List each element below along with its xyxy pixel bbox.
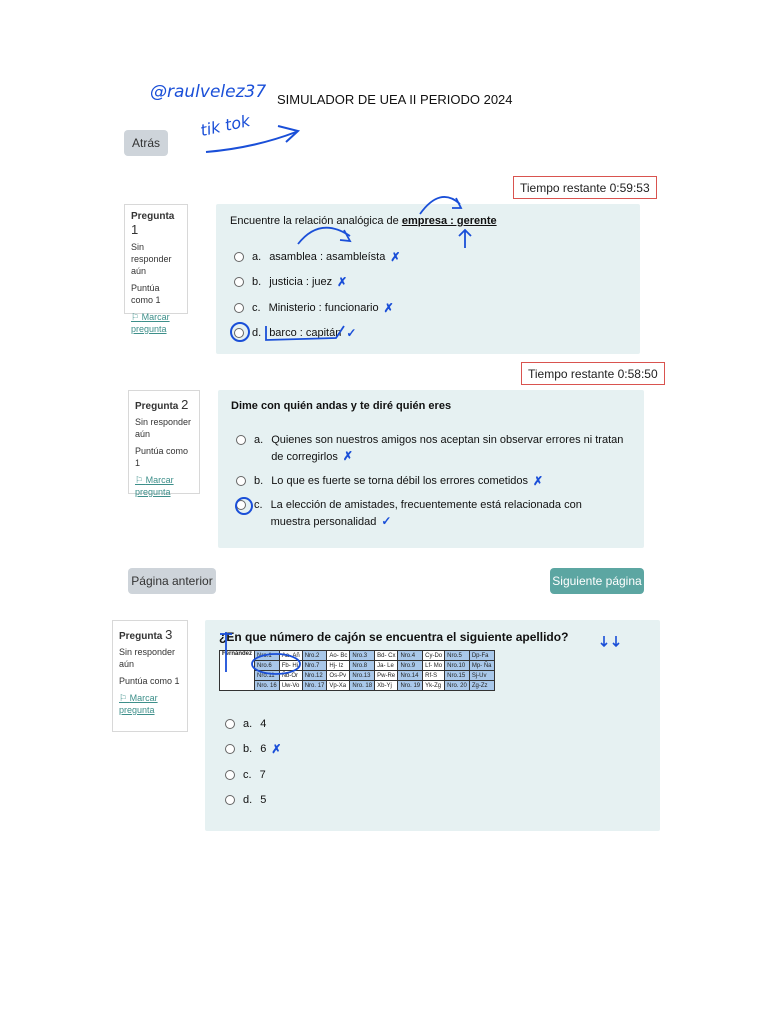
table-cell: Ñb-Or (279, 671, 302, 681)
option-q2-a[interactable]: a. Quienes son nuestros amigos nos aceptan sin observar errores ni tratan de corregirlos ✗ (236, 432, 626, 465)
question-score-q1: Puntúa como 1 (131, 283, 161, 305)
handwritten-marks-q3-icon (218, 622, 308, 682)
table-cell: Nro. 17 (302, 681, 327, 691)
table-cell: Ao- Bc (327, 651, 350, 661)
question-info-q2 (128, 390, 200, 497)
flag-icon: ⚐ (131, 312, 142, 322)
radio-q3-d[interactable] (225, 795, 235, 805)
table-cell: Nro.8 (350, 661, 375, 671)
timer-q1: Tiempo restante 0:59:53 (513, 176, 657, 199)
handwritten-handle: @raulvelez37 (150, 82, 267, 102)
wrong-mark-icon: ✗ (337, 275, 348, 289)
handwritten-circle-q2-icon (232, 494, 262, 520)
radio-q3-c[interactable] (225, 770, 235, 780)
back-button[interactable]: Atrás (124, 130, 168, 156)
table-cell: Nro.1 (255, 651, 280, 661)
next-page-button[interactable]: Siguiente página (550, 568, 644, 594)
table-cell: Nro. 20 (445, 681, 470, 691)
option-q1-c[interactable]: c. Ministerio : funcionario ✗ (234, 300, 394, 316)
question-text-q2: Dime con quién andas y te diré quién eres (231, 400, 452, 412)
table-cell: Nro. 18 (350, 681, 375, 691)
table-cell: Nro.5 (445, 651, 470, 661)
table-cell: Xb-Yj (375, 681, 398, 691)
table-cell: Nro.10 (445, 661, 470, 671)
radio-q1-b[interactable] (234, 277, 244, 287)
option-q3-c[interactable]: c. 7 (225, 767, 266, 783)
wrong-mark-icon: ✗ (342, 449, 353, 463)
question-number-q1: Pregunta 1 (131, 211, 175, 237)
table-cell: Nro.2 (302, 651, 327, 661)
table-cell: Hj- Iz (327, 661, 350, 671)
table-cell: Os-Pv (327, 671, 350, 681)
option-q1-a[interactable]: a. asamblea : asambleísta ✗ (234, 249, 400, 265)
question-info-q1 (124, 204, 188, 334)
handwritten-arrows-q1-icon (290, 186, 490, 256)
radio-q2-a[interactable] (236, 435, 246, 445)
wrong-mark-icon: ✗ (383, 301, 394, 315)
table-cell: Nro.12 (302, 671, 327, 681)
table-cell: Uw-Vo (279, 681, 302, 691)
table-cell: Nro.14 (398, 671, 423, 681)
table-cell: Lf- Mo (423, 661, 445, 671)
option-q3-d[interactable]: d. 5 (225, 792, 266, 808)
table-cell: Nro.9 (398, 661, 423, 671)
timer-q2: Tiempo restante 0:58:50 (521, 362, 665, 385)
check-mark-icon: ✓ (346, 326, 357, 340)
flag-icon: ⚐ (135, 475, 146, 485)
table-cell: Cy-Do (423, 651, 445, 661)
question-status-q1: Sin responder aún (131, 242, 172, 276)
question-score-q2: Puntúa como 1 (135, 446, 189, 468)
table-cell: Nro. 16 (255, 681, 280, 691)
option-q3-b[interactable]: b. 6 ✗ (225, 741, 281, 757)
table-cell: Bd- Cx (375, 651, 398, 661)
option-q2-b[interactable]: b. Lo que es fuerte se torna débil los errores cometidos ✗ (236, 473, 543, 489)
option-q1-d[interactable]: d. barco : capitán ✓ (234, 325, 356, 341)
wrong-mark-icon: ✗ (390, 250, 401, 264)
table-cell: Nro.15 (445, 671, 470, 681)
wrong-mark-icon: ✗ (533, 474, 544, 488)
flag-question-link-q3[interactable]: ⚐ Marcar pregunta (119, 693, 158, 715)
option-q3-a[interactable]: a. 4 (225, 716, 266, 732)
table-cell: Nro.6 (255, 661, 280, 671)
question-score-q3: Puntúa como 1 (119, 676, 180, 686)
table-cell: Rf-S (423, 671, 445, 681)
table-cell: Nro.13 (350, 671, 375, 681)
table-cell: Yk-Zg (423, 681, 445, 691)
flag-question-link-q1[interactable]: ⚐ Marcar pregunta (131, 312, 170, 334)
radio-q1-c[interactable] (234, 303, 244, 313)
table-cell: Ja- Le (375, 661, 398, 671)
document-title: SIMULADOR DE UEA II PERIODO 2024 (277, 92, 513, 107)
table-cell: Sj-Uv (469, 671, 494, 681)
radio-q3-b[interactable] (225, 744, 235, 754)
table-name-cell: Fernández (220, 651, 255, 691)
table-cell: Nro.7 (302, 661, 327, 671)
table-cell: Fb- Hi (279, 661, 302, 671)
handwritten-down-arrows-icon (598, 634, 628, 650)
question-number-q2: Pregunta 2 (135, 397, 189, 412)
question-text-q3: ¿En que número de cajón se encuentra el siguiente apellido? (219, 630, 569, 644)
table-cell: Pw-Re (375, 671, 398, 681)
table-cell: Vp-Xa (327, 681, 350, 691)
radio-q2-b[interactable] (236, 476, 246, 486)
flag-icon: ⚐ (119, 693, 130, 703)
question-text-q1: Encuentre la relación analógica de empresa : gerente (230, 215, 497, 227)
question-status-q3: Sin responder aún (119, 647, 176, 669)
table-cell: Aa- Añ (279, 651, 302, 661)
handwritten-circle-q1-icon (226, 318, 346, 348)
option-q1-b[interactable]: b. justicia : juez ✗ (234, 274, 347, 290)
table-cell: Nro.4 (398, 651, 423, 661)
question-info-q3 (112, 620, 188, 732)
table-cell: Nro. 19 (398, 681, 423, 691)
previous-page-button[interactable]: Página anterior (128, 568, 216, 594)
question-status-q2: Sin responder aún (135, 417, 192, 439)
question-panel-q2 (218, 390, 644, 548)
handwritten-arrow-icon (204, 118, 304, 158)
table-cell: Nro.11 (255, 671, 280, 681)
table-cell: Zg-Zz (469, 681, 494, 691)
radio-q3-a[interactable] (225, 719, 235, 729)
question-number-q3: Pregunta 3 (119, 627, 173, 642)
check-mark-icon: ✓ (381, 514, 392, 528)
handwritten-platform: tik tok (198, 110, 252, 141)
table-cell: Mp- Ña (469, 661, 494, 671)
table-cell: Nro.3 (350, 651, 375, 661)
table-cell: Dp-Fa (469, 651, 494, 661)
radio-q1-a[interactable] (234, 252, 244, 262)
flag-question-link-q2[interactable]: ⚐ Marcar pregunta (135, 475, 174, 497)
option-q2-c[interactable]: c. La elección de amistades, frecuentemente está relacionada con muestra personalidad ✓ (236, 497, 616, 530)
wrong-mark-icon: ✗ (271, 742, 282, 756)
